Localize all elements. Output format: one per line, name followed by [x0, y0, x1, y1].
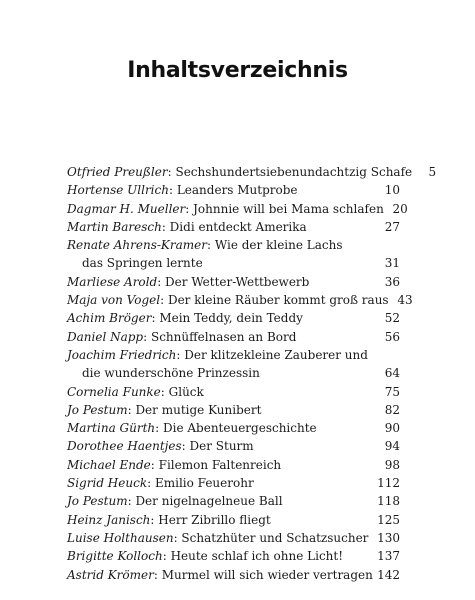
toc-entry-text [67, 566, 373, 584]
toc-page-number: 125 [377, 512, 400, 527]
toc-page-number: 43 [397, 293, 413, 308]
toc-separator: : [162, 549, 171, 564]
toc-title: Mein Teddy, dein Teddy [159, 311, 303, 326]
toc-separator: : [153, 567, 162, 582]
toc-separator: : [167, 165, 176, 179]
toc-title: Der Wetter-Wettbewerb [165, 274, 310, 289]
toc-entry [67, 492, 400, 510]
toc-entry-text [67, 273, 309, 291]
toc-entry-text [67, 328, 296, 346]
toc-separator: : [176, 347, 185, 362]
toc-separator: : [185, 201, 194, 216]
toc-author: Brigitte Kolloch [67, 549, 163, 564]
toc-entry [67, 346, 400, 364]
toc-entry-text [67, 437, 254, 455]
toc-entry-continuation [67, 364, 400, 382]
toc-entry-text [67, 291, 389, 309]
toc-entry-text [67, 163, 412, 181]
toc-page-number: 5 [428, 165, 437, 179]
toc-author: Hortense Ullrich [67, 183, 169, 198]
toc-entry-text [67, 401, 261, 419]
toc-title: Der Sturm [189, 439, 254, 454]
toc-entry-text [67, 218, 307, 236]
toc-title: Herr Zibrillo fliegt [158, 512, 271, 527]
toc-separator: : [168, 183, 177, 198]
toc-author: Renate Ahrens-Kramer [67, 238, 208, 253]
toc-page-number: 31 [384, 256, 400, 271]
toc-separator: : [150, 457, 159, 472]
toc-title: Der mutige Kunibert [135, 402, 262, 417]
toc-author: Sigrid Heuck [67, 476, 148, 491]
toc-title: Johnnie will bei Mama schlafen [193, 201, 384, 216]
toc-entry [67, 529, 400, 547]
toc-separator: : [161, 219, 170, 234]
toc-author: Dagmar H. Mueller [67, 201, 186, 216]
toc-title: Der klitzekleine Zauberer und [184, 347, 368, 362]
toc-entry-continuation [67, 254, 400, 272]
toc-title: Glück [168, 384, 204, 399]
toc-author: Maja von Vogel [67, 293, 161, 308]
toc-entry [67, 328, 400, 346]
toc-title: Murmel will sich wieder vertragen [161, 567, 373, 582]
toc-page-number: 64 [384, 366, 400, 381]
toc-entry-text [67, 511, 271, 529]
toc-page-number: 82 [384, 402, 400, 417]
toc-page-number: 142 [377, 567, 400, 582]
toc-separator: : [181, 439, 190, 454]
toc-page-number: 56 [384, 329, 400, 344]
toc-author: Jo Pestum [67, 402, 128, 417]
toc-separator: : [160, 293, 168, 308]
toc-entry-text [67, 529, 368, 547]
toc-title: Der nigelnagelneue Ball [135, 494, 283, 509]
toc-author: Martin Baresch [67, 219, 162, 234]
toc-entry [67, 218, 400, 236]
toc-entry [67, 291, 413, 309]
toc-author: Martina Gürth [67, 421, 156, 436]
toc-author: Joachim Friedrich [67, 347, 177, 362]
toc-separator: : [173, 530, 182, 545]
toc-entry [67, 456, 400, 474]
toc-title: Leanders Mutprobe [176, 183, 298, 198]
toc-author: Luise Holthausen [67, 530, 174, 545]
toc-page-number: 75 [384, 384, 400, 399]
toc-title-continued: die wunderschöne Prinzessin [82, 366, 260, 381]
toc-entry-text [67, 236, 343, 254]
toc-title: Schnüffelnasen an Bord [150, 329, 297, 344]
toc-entry-text [67, 474, 254, 492]
toc-title-continued: das Springen lernte [82, 256, 203, 271]
toc-entry [67, 566, 400, 584]
toc-author: Dorothee Haentjes [67, 439, 182, 454]
toc-title: Wie der kleine Lachs [214, 238, 343, 253]
toc-entry-text [67, 419, 317, 437]
toc-entry [67, 163, 437, 181]
toc-author: Marliese Arold [67, 274, 158, 289]
toc-entry-text [67, 492, 283, 510]
toc-page-number: 27 [384, 219, 400, 234]
toc-entry-text [67, 200, 384, 218]
toc-page-number: 36 [384, 274, 400, 289]
toc-author: Otfried Preußler [67, 165, 168, 179]
toc-entry [67, 511, 400, 529]
toc-separator: : [147, 476, 155, 491]
toc-author: Michael Ende [67, 457, 151, 472]
toc-entry-text [67, 181, 298, 199]
toc-page-number: 98 [384, 457, 400, 472]
toc-page-number: 112 [377, 476, 400, 491]
toc-title: Emilio Feuerohr [154, 476, 254, 491]
toc-separator: : [150, 512, 159, 527]
toc-separator: : [127, 402, 136, 417]
toc-author: Astrid Krömer [67, 567, 154, 582]
page-title: Inhaltsverzeichnis [127, 58, 348, 83]
toc-entry-text [67, 456, 281, 474]
toc-entry [67, 236, 400, 254]
toc-page-number: 90 [384, 421, 400, 436]
toc-entry-text [67, 383, 204, 401]
toc-page-number: 130 [377, 530, 400, 545]
toc-title: Didi entdeckt Amerika [169, 219, 307, 234]
toc-separator: : [155, 421, 163, 436]
toc-separator: : [160, 384, 169, 399]
toc-separator: : [143, 329, 151, 344]
toc-page-number: 10 [384, 183, 400, 198]
toc-entry [67, 273, 400, 291]
toc-separator: : [157, 274, 166, 289]
toc-entry [67, 419, 400, 437]
toc-page-number: 118 [377, 494, 400, 509]
toc-separator: : [207, 238, 215, 253]
toc-page-number: 94 [384, 439, 400, 454]
toc-title: Der kleine Räuber kommt groß raus [167, 293, 389, 308]
toc-title: Filemon Faltenreich [158, 457, 282, 472]
toc-title: Schatzhüter und Schatzsucher [181, 530, 369, 545]
table-of-contents [67, 163, 437, 584]
toc-entry [67, 474, 400, 492]
toc-title: Sechshundertsiebenundachtzig Schafe [175, 165, 413, 179]
toc-title: Die Abenteuergeschichte [163, 421, 317, 436]
toc-page-number: 52 [384, 311, 400, 326]
toc-entry [67, 200, 408, 218]
toc-separator: : [151, 311, 160, 326]
toc-entry-text [67, 309, 303, 327]
toc-entry [67, 401, 400, 419]
toc-page-number: 20 [392, 201, 408, 216]
toc-entry [67, 383, 400, 401]
toc-entry-text [67, 346, 368, 364]
toc-author: Jo Pestum [67, 494, 128, 509]
toc-author: Heinz Janisch [67, 512, 151, 527]
toc-entry [67, 437, 400, 455]
toc-entry [67, 181, 400, 199]
toc-entry [67, 309, 400, 327]
toc-author: Achim Bröger [67, 311, 152, 326]
toc-author: Daniel Napp [67, 329, 144, 344]
toc-title: Heute schlaf ich ohne Licht! [170, 549, 344, 564]
toc-separator: : [127, 494, 136, 509]
toc-entry-text [67, 547, 343, 565]
toc-author: Cornelia Funke [67, 384, 161, 399]
toc-entry [67, 547, 400, 565]
toc-page-number: 137 [377, 549, 400, 564]
